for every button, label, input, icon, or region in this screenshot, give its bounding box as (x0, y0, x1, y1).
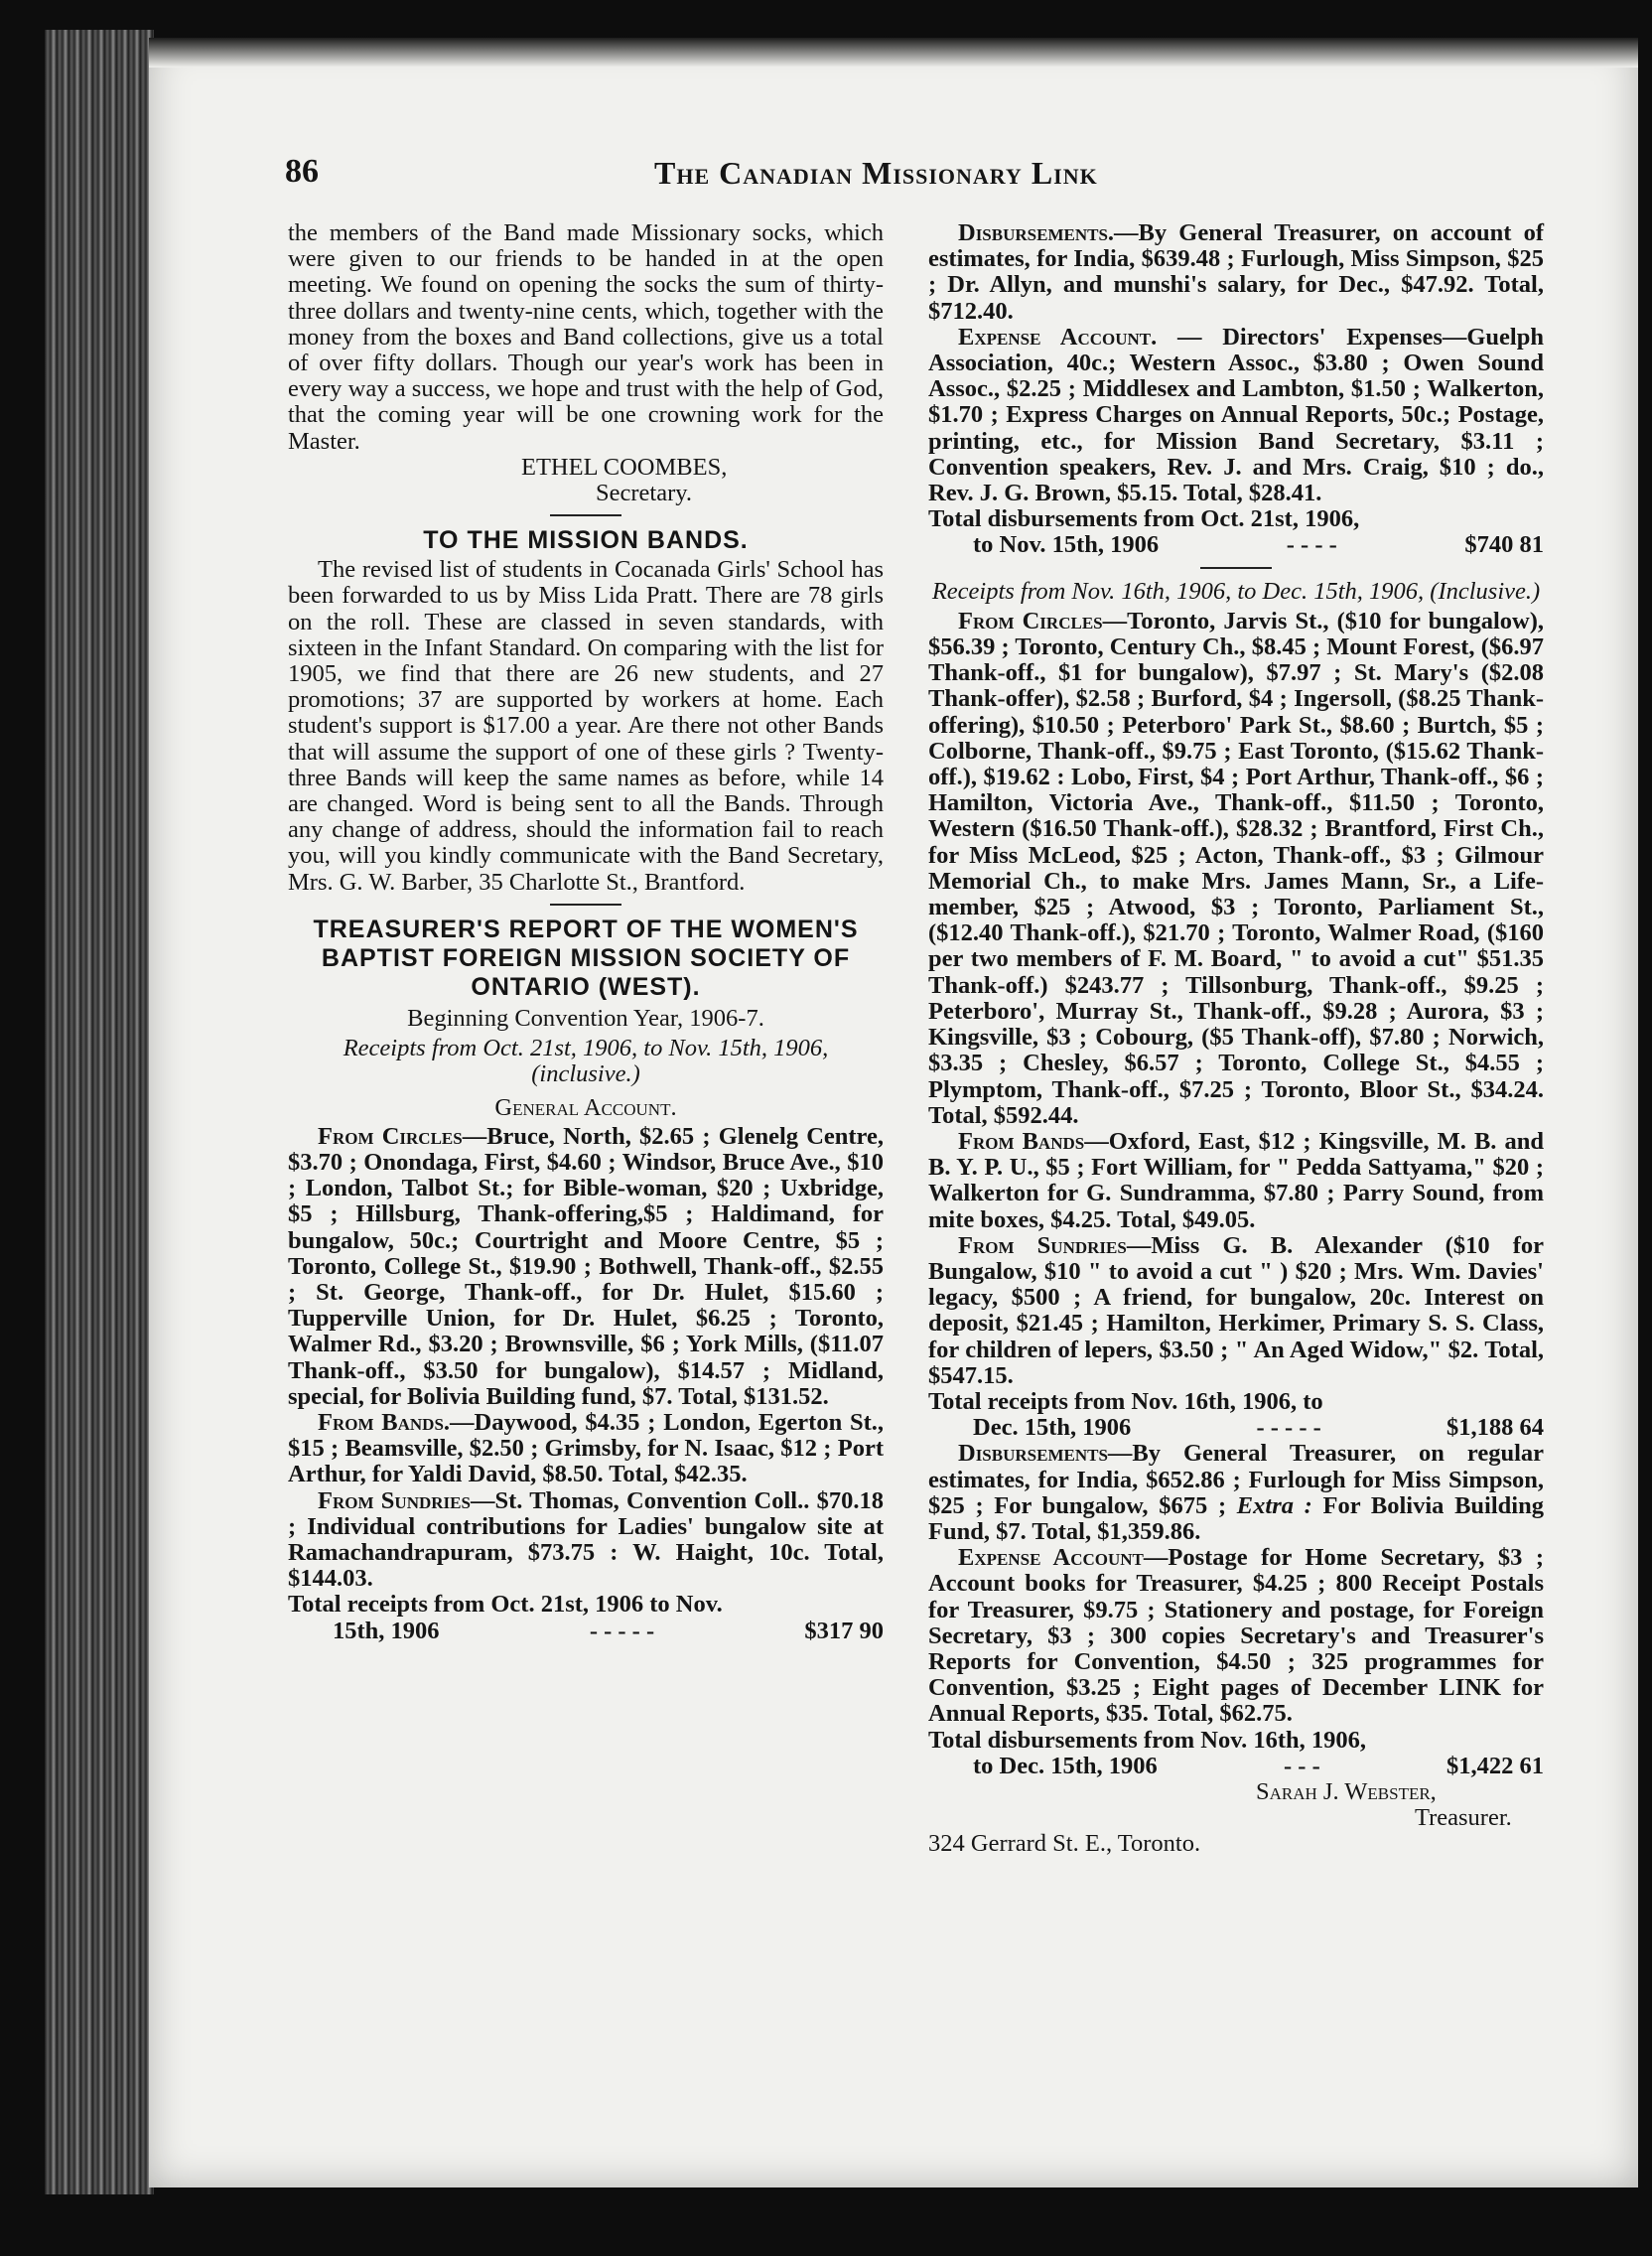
total-disb1-line1: Total disbursements from Oct. 21st, 1906, (928, 505, 1360, 533)
expense2-text: —Postage for Home Secretary, $3 ; Account books for Treasurer, $4.25 ; 800 Receipt Postals for Treasurer, $9.75 ; Stationery and postage, for Foreign Secretary, $3 ; 300 copies Secretary's and Treasurer's Reports for Convention, $4.50 ; 325 programmes for Convention, $3.25 ; Eight pages of December LINK for Annual Reports, $35. Total, $62.75. (928, 1544, 1544, 1728)
disbursements2-extra: Extra : (1236, 1491, 1312, 1519)
circles-receipts (288, 1124, 884, 1410)
total-receipts-date: 15th, 1906 (333, 1617, 440, 1644)
disbursements2-text-b: For Bolivia Building Fund, $7. Total, $1,359.86. (928, 1491, 1544, 1545)
disbursements-1 (928, 220, 1544, 325)
leader-dashes: - - - - - (1256, 1414, 1321, 1442)
total-disb1-date: to Nov. 15th, 1906 (973, 531, 1160, 559)
book-spine (45, 30, 154, 2194)
circles2-text: —Toronto, Jarvis St., ($10 for bungalow), $56.39 ; Toronto, Century Ch., $8.45 ; Mount Forest, ($6.97 Thank-off., $1 for bungalow), $7.97 ; St. Mary's ($2.08 Thank-offer), $2.58 ; Burford, $4 ; Ingersoll, ($8.25 Thank-offering), $10.50 ; Peterboro' Park St., $8.60 ; Burtch, $5 ; Colborne, Thank-off., $9.75 ; East Toronto, ($15.62 Thank-off.), $19.62 : Lobo, First, $4 ; Port Arthur, Thank-off., $6 ; Hamilton, Victoria Ave., Thank-off., $11.50 ; Toronto, Western ($16.50 Thank-off.), $28.32 ; Brantford, First Ch., for Miss McLeod, $25 ; Acton, Thank-off., $3 ; Gilmour Memorial Ch., to make Mrs. James Mann, Sr., a Life-member, $25 ; Atwood, $3 ; Toronto, Parliament St., ($12.40 Thank-off.), $21.70 ; Toronto, Walmer Road, ($160 per two members of F. M. Board, " to avoid a cut" $51.35 Thank-off.) $243.77 ; Tillsonburg, Thank-off., $9.25 ; Peterboro', Murray St., Thank-off., $9.28 ; Aurora, $3 ; Kingsville, $3 ; Cobourg, ($5 Thank-off), $7.80 ; Norwich, $3.35 ; Chesley, $6.57 ; Toronto, College St., $4.55 ; Plymptom, Thank-off., $7.25 ; Toronto, Bloor St., $34.24. Total, $592.44. (928, 607, 1545, 1129)
bands2-receipts (928, 1129, 1544, 1233)
expense-account-2 (928, 1545, 1544, 1727)
page-number: 86 (285, 153, 319, 190)
disbursements-label: Disbursements (958, 219, 1108, 246)
circles2-receipts (928, 609, 1544, 1129)
treasurer-title: Treasurer. (1415, 1804, 1512, 1832)
total-receipts-line1: Total receipts from Oct. 21st, 1906 to Nov. (288, 1591, 723, 1619)
circles-label: From Circles (318, 1122, 463, 1150)
expense2-label: Expense Account (958, 1544, 1144, 1572)
circles-text: —Bruce, North, $2.65 ; Glenelg Centre, $3.70 ; Onondaga, First, $4.60 ; Windsor, Bruce Ave., $10 ; London, Talbot St.; for Bible-woman, $20 ; Uxbridge, $5 ; Hillsburg, Thank-offering,$5 ; Haldimand, for bungalow, 50c.; Courtright and Moore Centre, $5 ; Toronto, College St., $19.90 ; Bothwell, Thank-off., $2.55 ; St. George, Thank-off., for Dr. Hulet, $15.60 ; Tupperville Union, for Dr. Hulet, $6.25 ; Toronto, Walmer Rd., $3.20 ; Brownsville, $6 ; York Mills, ($11.07 Thank-off., $3.50 for bungalow), $14.57 ; Midland, special, for Bolivia Building fund, $7. Total, $131.52. (288, 1122, 884, 1410)
total-disb2-line1: Total disbursements from Nov. 16th, 1906, (928, 1726, 1367, 1754)
sundries2-text: —Miss G. B. Alexander ($10 for Bungalow, $10 " to avoid a cut " ) $20 ; Mrs. Wm. Davies' legacy, $500 ; A friend, for bungalow, 20c. Interest on deposit, $21.45 ; Hamilton, Herkimer, Primary S. S. Class, for children of lepers, $3.50 ; " An Aged Widow," $2. Total, $547.15. (928, 1231, 1545, 1389)
total-receipts-line2 (288, 1619, 884, 1644)
bands-text: .—Daywood, $4.35 ; London, Egerton St., $15 ; Beamsville, $2.50 ; Grimsby, for N. Isaac, $12 ; Port Arthur, for Yaldi David, $8.50. Total, $42.35. (288, 1408, 884, 1488)
total-disb2-date: to Dec. 15th, 1906 (973, 1752, 1158, 1779)
leader-dashes: - - - (1284, 1752, 1320, 1779)
total-disb2-line2 (928, 1754, 1544, 1779)
bands2-text: —Oxford, East, $12 ; Kingsville, M. B. and B. Y. P. U., $5 ; Fort William, for " Pedda Sattyama," $20 ; Walkerton for G. Sundramma, $7.80 ; Parry Sound, from mite boxes, $4.25. Total, $49.05. (928, 1127, 1545, 1233)
sundries-label: From Sundries (318, 1486, 471, 1514)
band-report-text: the members of the Band made Missionary socks, which were given to our friends to be handed in at the open meeting. We found on opening the socks the sum of thirty-three dollars and twenty-nine cents, which, together with the money from the boxes and Band collections, give us a total of over fifty dollars. Though our year's work has been in every way a success, we hope and trust with the help of God, that the coming year will be one crowning work for the Master. (288, 219, 884, 455)
running-header (285, 153, 1566, 193)
total-receipts-amount: $317 90 (804, 1617, 884, 1644)
expense-label: Expense Account. (958, 323, 1158, 351)
total-receipts2-line1: Total receipts from Nov. 16th, 1906, to (928, 1387, 1323, 1415)
divider (1200, 567, 1272, 569)
mission-bands-text: The revised list of students in Cocanada Girls' School has been forwarded to us by Miss Lida Pratt. There are 78 girls on the roll. These are classed in seven standards, with sixteen in the Infant Standard. On comparing with the list for 1905, we find that there are 26 new students, and 27 promotions; 37 are supported by workers at home. Each student's support is $17.00 a year. Are there not other Bands that will assume the support of one of these girls ? Twenty-three Bands will keep the same names as before, while 14 are changed. Word is being sent to all the Bands. Through any change of address, should the information fail to reach you, will you kindly communicate with the Band Secretary, Mrs. G. W. Barber, 35 Charlotte St., Brantford. (288, 556, 884, 896)
disbursements2-label: Disbursements (958, 1440, 1108, 1468)
leader-dashes: - - - - - (589, 1617, 655, 1644)
divider (550, 904, 621, 906)
convention-year: Beginning Convention Year, 1906-7. (407, 1004, 764, 1032)
signature-name: ETHEL COOMBES, (521, 453, 728, 481)
expense-account-1 (928, 325, 1544, 506)
treasurer-address: 324 Gerrard St. E., Toronto. (928, 1830, 1201, 1858)
sundries2-label: From Sundries (958, 1231, 1127, 1259)
treasurer-name: Sarah J. Webster, (1256, 1777, 1437, 1805)
bands2-label: From Bands (958, 1127, 1085, 1155)
total-receipts2-line2 (928, 1415, 1544, 1441)
total-disb2-amount: $1,422 61 (1446, 1752, 1544, 1779)
total-receipts2-amount: $1,188 64 (1446, 1414, 1544, 1442)
total-disb1-amount: $740 81 (1464, 531, 1544, 559)
sundries2-receipts (928, 1233, 1544, 1389)
total-disb1-line2 (928, 532, 1544, 558)
disbursements-text: .—By General Treasurer, on account of estimates, for India, $639.48 ; Furlough, Miss Simpson, $25 ; Dr. Allyn, and munshi's salary, for Dec., $47.92. Total, $712.40. (928, 219, 1544, 325)
expense-text: — Directors' Expenses—Guelph Association, 40c.; Western Assoc., $3.80 ; Owen Sound Assoc., $2.25 ; Middlesex and Lambton, $1.50 ; Walkerton, $1.70 ; Express Charges on Annual Reports, 50c.; Postage, printing, etc., for Mission Band Secretary, $3.11 ; Convention speakers, Rev. J. and Mrs. Craig, $10 ; do., Rev. J. G. Brown, $5.15. Total, $28.41. (928, 323, 1544, 507)
journal-title: The Canadian Missionary Link (654, 155, 1098, 191)
divider (550, 514, 621, 516)
page-top-edge (149, 38, 1638, 68)
mission-bands-heading: TO THE MISSION BANDS. (423, 526, 749, 555)
receipts-range: Receipts from Oct. 21st, 1906, to Nov. 15th, 1906, (inclusive.) (343, 1035, 829, 1088)
sundries-receipts (288, 1488, 884, 1593)
bands-label: From Bands (318, 1408, 444, 1436)
right-column (928, 220, 1544, 1858)
general-account-heading: General Account. (494, 1094, 677, 1122)
bands-receipts (288, 1410, 884, 1488)
disbursements2-text-a: —By General Treasurer, on regular estimates, for India, $652.86 ; Furlough for Miss Simpson, $25 ; For bungalow, $675 ; (928, 1440, 1544, 1519)
receipts2-range: Receipts from Nov. 16th, 1906, to Dec. 15th, 1906, (Inclusive.) (931, 577, 1541, 605)
leader-dashes: - - - - (1286, 531, 1337, 559)
signature-title: Secretary. (596, 480, 693, 507)
disbursements-2 (928, 1441, 1544, 1545)
total-receipts2-date: Dec. 15th, 1906 (973, 1414, 1132, 1442)
sundries-text: —St. Thomas, Convention Coll.. $70.18 ; Individual contributions for Ladies' bungalow site at Ramachandrapuram, $73.75 : W. Haight, 10c. Total, $144.03. (288, 1486, 884, 1593)
circles2-label: From Circles (958, 607, 1103, 634)
treasurer-report-heading: TREASURER'S REPORT OF THE WOMEN'S BAPTIST FOREIGN MISSION SOCIETY OF ONTARIO (WEST). (313, 915, 859, 1001)
left-column (288, 220, 884, 1644)
